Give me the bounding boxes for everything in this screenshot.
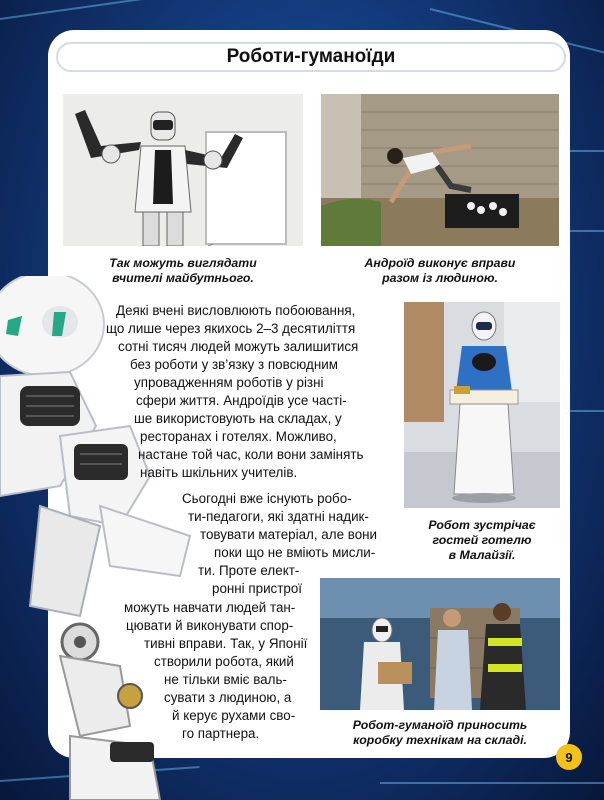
body-line: ронні пристрої (212, 581, 303, 596)
page-title: Роботи-гуманоїди (56, 42, 566, 72)
caption-line: Робот-гуманоїд приносить (352, 718, 528, 732)
body-line: що лише через якихось 2–3 десятиліття (106, 321, 356, 336)
body-line: сфери життя. Андроїдів усе часті- (136, 393, 347, 408)
body-line: не тільки вміє валь- (164, 672, 287, 687)
body-line: ти. Проте елект- (198, 563, 300, 578)
body-line: тивні вправи. Так, у Японії (144, 636, 308, 651)
caption-line: в Малайзії. (448, 548, 516, 562)
android-exercise-illustration (321, 94, 559, 246)
body-line: без роботи у зв’язку з повсюдним (130, 357, 338, 372)
body-line: го партнера. (182, 726, 260, 741)
body-line: створили робота, який (154, 654, 294, 669)
warehouse-robot-photo (320, 578, 560, 710)
hotel-robot-caption (404, 518, 560, 563)
body-line: ресторанах і готелях. Можливо, (140, 429, 337, 444)
caption-line: гостей готелю (432, 533, 532, 547)
body-line: й керує рухами сво- (172, 708, 296, 723)
body-line: ти-педагоги, які здатні надик- (188, 509, 369, 524)
body-line: Деякі вчені висловлюють побоювання, (116, 303, 356, 318)
body-line: сотні тисяч людей можуть залишитися (118, 339, 359, 354)
caption-line: Робот зустрічає (428, 518, 536, 532)
hotel-robot-illustration (404, 302, 560, 508)
robot-teacher-illustration (63, 94, 303, 246)
body-line: цювати й виконувати спор- (126, 618, 294, 633)
caption-line: коробку технікам на складі. (353, 733, 527, 747)
body-line: сувати з людиною, а (164, 690, 292, 705)
android-exercise-caption (322, 256, 558, 286)
caption-line: Так можуть виглядати (109, 256, 257, 270)
page-number: 9 (556, 744, 582, 770)
body-line: навіть шкільних учителів. (140, 465, 298, 480)
body-line: настане той час, коли вони замінять (138, 447, 364, 462)
android-exercise-photo (321, 94, 559, 246)
body-line: Сьогодні вже існують робо- (182, 491, 352, 506)
robot-teacher-photo (63, 94, 303, 246)
caption-line: разом із людиною. (382, 271, 498, 285)
body-line: поки що не вміють мисли- (214, 545, 376, 560)
caption-line: Андроїд виконує вправи (364, 256, 516, 270)
body-line: упровадженням роботів у різні (134, 375, 324, 390)
body-line: ше використовують на складах, у (134, 411, 342, 426)
caption-line: вчителі майбутнього. (112, 271, 254, 285)
warehouse-robot-illustration (320, 578, 560, 710)
body-line: можуть навчати людей тан- (124, 600, 296, 615)
warehouse-robot-caption (320, 718, 560, 748)
body-line: товувати матеріал, але вони (200, 527, 378, 542)
hotel-robot-photo (404, 302, 560, 508)
